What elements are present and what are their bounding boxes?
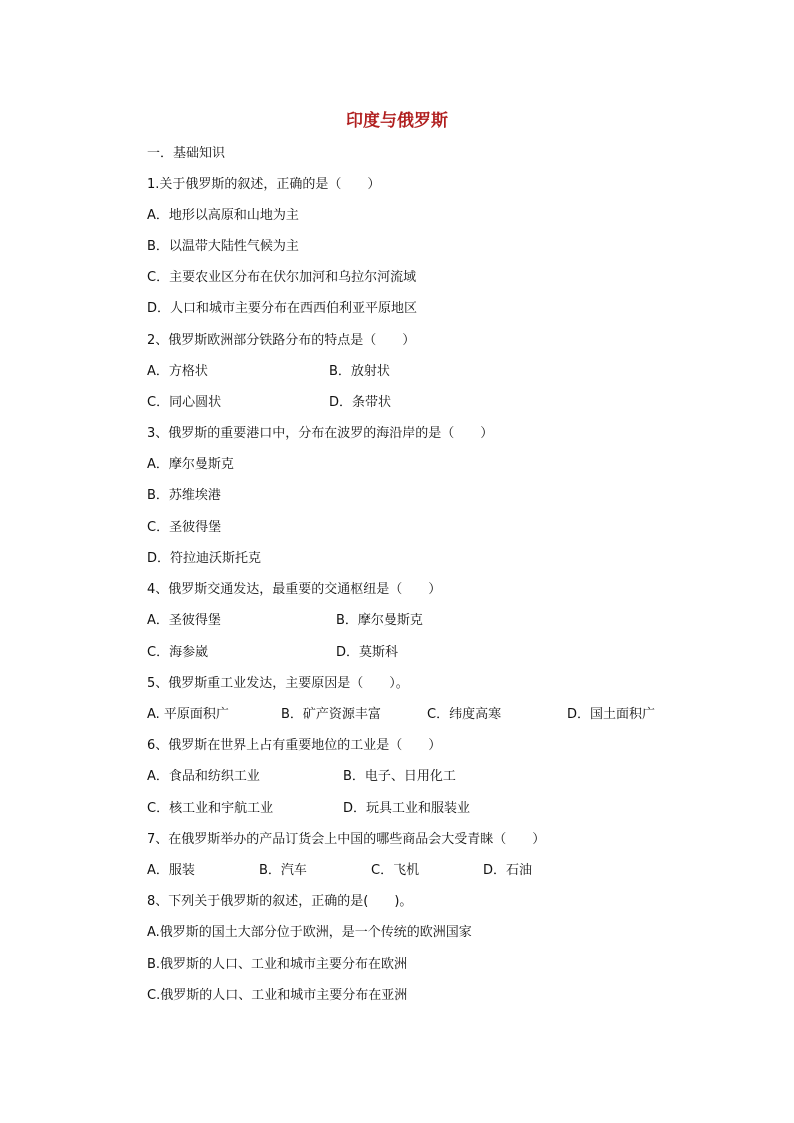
question-8-option-a: A.俄罗斯的国土大部分位于欧洲，是一个传统的欧洲国家	[147, 925, 472, 940]
question-1-option-a: A．地形以高原和山地为主	[147, 208, 299, 223]
question-5-option-c: C．纬度高寒	[427, 707, 502, 722]
question-4-stem: 4、俄罗斯交通发达，最重要的交通枢纽是（ ）	[147, 582, 442, 597]
question-6-option-d: D．玩具工业和服装业	[343, 801, 471, 816]
question-6-option-c: C．核工业和宇航工业	[147, 801, 274, 816]
question-3-option-d: D．符拉迪沃斯托克	[147, 551, 262, 566]
question-2-option-c: C．同心圆状	[147, 395, 222, 410]
question-1-option-d: D．人口和城市主要分布在西西伯利亚平原地区	[147, 301, 418, 316]
question-7-stem: 7、在俄罗斯举办的产品订货会上中国的哪些商品会大受青睐（ ）	[147, 832, 546, 847]
question-7-option-c: C．飞机	[371, 863, 420, 878]
question-2-option-d: D．条带状	[329, 395, 392, 410]
question-1-option-b: B．以温带大陆性气候为主	[147, 239, 299, 254]
page-title: 印度与俄罗斯	[346, 111, 448, 131]
question-7-option-b: B．汽车	[259, 863, 307, 878]
question-2-option-b: B．放射状	[329, 364, 390, 379]
question-8-option-c: C.俄罗斯的人口、工业和城市主要分布在亚洲	[147, 988, 408, 1003]
question-8-stem: 8、下列关于俄罗斯的叙述，正确的是( )。	[147, 894, 413, 909]
question-4-option-d: D．莫斯科	[336, 645, 399, 660]
question-3-option-a: A．摩尔曼斯克	[147, 457, 234, 472]
question-5-stem: 5、俄罗斯重工业发达，主要原因是（ ）。	[147, 676, 409, 691]
question-3-option-b: B．苏维埃港	[147, 488, 221, 503]
question-1-stem: 1.关于俄罗斯的叙述，正确的是（ ）	[147, 177, 381, 192]
question-2-stem: 2、俄罗斯欧洲部分铁路分布的特点是（ ）	[147, 333, 416, 348]
question-4-option-c: C．海参崴	[147, 645, 209, 660]
question-3-option-c: C．圣彼得堡	[147, 520, 222, 535]
question-1-option-c: C．主要农业区分布在伏尔加河和乌拉尔河流域	[147, 270, 417, 285]
question-2-option-a: A．方格状	[147, 364, 208, 379]
question-8-option-b: B.俄罗斯的人口、工业和城市主要分布在欧洲	[147, 957, 408, 972]
question-7-option-d: D．石油	[483, 863, 533, 878]
question-5-option-d: D．国土面积广	[567, 707, 656, 722]
question-6-stem: 6、俄罗斯在世界上占有重要地位的工业是（ ）	[147, 738, 442, 753]
question-6-option-a: A．食品和纺织工业	[147, 769, 260, 784]
question-7-option-a: A．服装	[147, 863, 195, 878]
question-4-option-b: B．摩尔曼斯克	[336, 613, 423, 628]
question-4-option-a: A．圣彼得堡	[147, 613, 221, 628]
section-heading: 一．基础知识	[147, 146, 226, 161]
question-5-option-b: B．矿产资源丰富	[281, 707, 381, 722]
question-3-stem: 3、俄罗斯的重要港口中，分布在波罗的海沿岸的是（ ）	[147, 426, 494, 441]
question-6-option-b: B．电子、日用化工	[343, 769, 456, 784]
question-5-option-a: A. 平原面积广	[147, 707, 229, 722]
